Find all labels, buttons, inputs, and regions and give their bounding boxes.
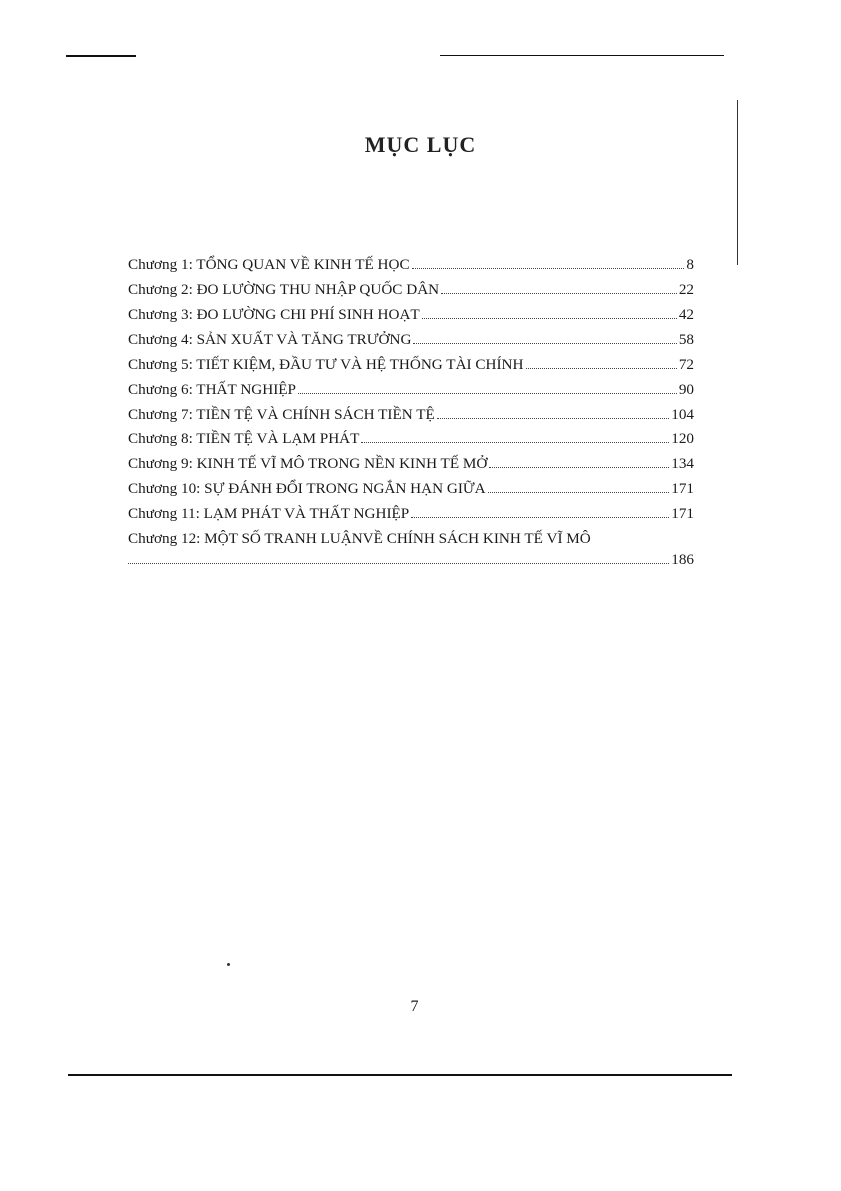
dot-leader bbox=[361, 430, 669, 443]
toc-entry[interactable] bbox=[128, 430, 694, 455]
toc-entry[interactable] bbox=[128, 405, 694, 430]
toc-entry-page: 42 bbox=[678, 305, 694, 323]
toc-entry-page: 186 bbox=[671, 550, 694, 568]
toc-entry[interactable] bbox=[128, 455, 694, 480]
toc-entry[interactable] bbox=[128, 530, 694, 551]
toc-entry-page: 171 bbox=[671, 505, 694, 523]
dot-leader bbox=[411, 505, 669, 518]
header-rule-left bbox=[66, 55, 136, 57]
header-rule-right bbox=[440, 55, 724, 56]
toc-entry[interactable] bbox=[128, 380, 694, 405]
toc-entry[interactable] bbox=[128, 256, 694, 281]
toc-entry-page: 90 bbox=[678, 380, 694, 398]
toc-entry[interactable] bbox=[128, 356, 694, 381]
dot-leader bbox=[489, 455, 669, 468]
toc-entry-label: Chương 8: TIỀN TỆ VÀ LẠM PHÁT bbox=[128, 430, 360, 448]
dot-leader bbox=[488, 480, 670, 493]
toc-entry-page: 171 bbox=[671, 480, 694, 498]
toc-entry-page: 134 bbox=[671, 455, 694, 473]
toc-entry-label: Chương 11: LẠM PHÁT VÀ THẤT NGHIỆP bbox=[128, 505, 410, 523]
toc-entry-label: Chương 3: ĐO LƯỜNG CHI PHÍ SINH HOẠT bbox=[128, 305, 420, 323]
toc-entry[interactable] bbox=[128, 331, 694, 356]
dot-leader bbox=[422, 306, 677, 319]
toc-entry-page: 58 bbox=[678, 330, 694, 348]
footer-rule bbox=[68, 1074, 732, 1076]
toc-entry[interactable] bbox=[128, 480, 694, 505]
margin-rule bbox=[737, 100, 738, 265]
toc-entry-page: 72 bbox=[678, 355, 694, 373]
toc-entry-label: Chương 4: SẢN XUẤT VÀ TĂNG TRƯỞNG bbox=[128, 330, 412, 348]
page-title: MỤC LỤC bbox=[364, 132, 477, 157]
toc-entry-label: Chương 1: TỔNG QUAN VỀ KINH TẾ HỌC bbox=[128, 256, 410, 274]
dot-leader bbox=[412, 256, 685, 269]
toc-entry-label: Chương 9: KINH TẾ VĨ MÔ TRONG NỀN KINH TẾ MỞ bbox=[128, 455, 488, 473]
toc-entry-page: 22 bbox=[678, 281, 694, 299]
toc-entry[interactable] bbox=[128, 505, 694, 530]
toc-entry-page: 120 bbox=[671, 430, 694, 448]
toc-entry-page: 104 bbox=[671, 405, 694, 423]
toc-entry-label: Chương 10: SỰ ĐÁNH ĐỔI TRONG NGẮN HẠN GIỮA bbox=[128, 480, 486, 498]
dot-leader bbox=[437, 405, 669, 418]
table-of-contents bbox=[128, 256, 694, 576]
toc-entry[interactable] bbox=[128, 281, 694, 306]
dot-leader bbox=[526, 356, 677, 369]
toc-entry-label: Chương 7: TIỀN TỆ VÀ CHÍNH SÁCH TIỀN TỆ bbox=[128, 405, 435, 423]
dot-leader bbox=[298, 380, 677, 393]
toc-entry-label: Chương 12: MỘT SỐ TRANH LUẬNVỀ CHÍNH SÁCH KINH TẾ VĨ MÔ bbox=[128, 529, 591, 547]
dot-leader bbox=[413, 331, 676, 344]
toc-entry-label: Chương 5: TIẾT KIỆM, ĐẦU TƯ VÀ HỆ THỐNG TÀI CHÍNH bbox=[128, 355, 524, 373]
speck bbox=[227, 963, 230, 966]
page-number: 7 bbox=[410, 998, 419, 1015]
toc-entry-continuation[interactable] bbox=[128, 551, 694, 576]
toc-entry-label: Chương 6: THẤT NGHIỆP bbox=[128, 380, 297, 398]
dot-leader bbox=[128, 551, 669, 564]
dot-leader bbox=[441, 281, 677, 294]
toc-entry-page: 8 bbox=[686, 256, 694, 274]
toc-entry[interactable] bbox=[128, 306, 694, 331]
toc-entry-label: Chương 2: ĐO LƯỜNG THU NHẬP QUỐC DÂN bbox=[128, 281, 440, 299]
